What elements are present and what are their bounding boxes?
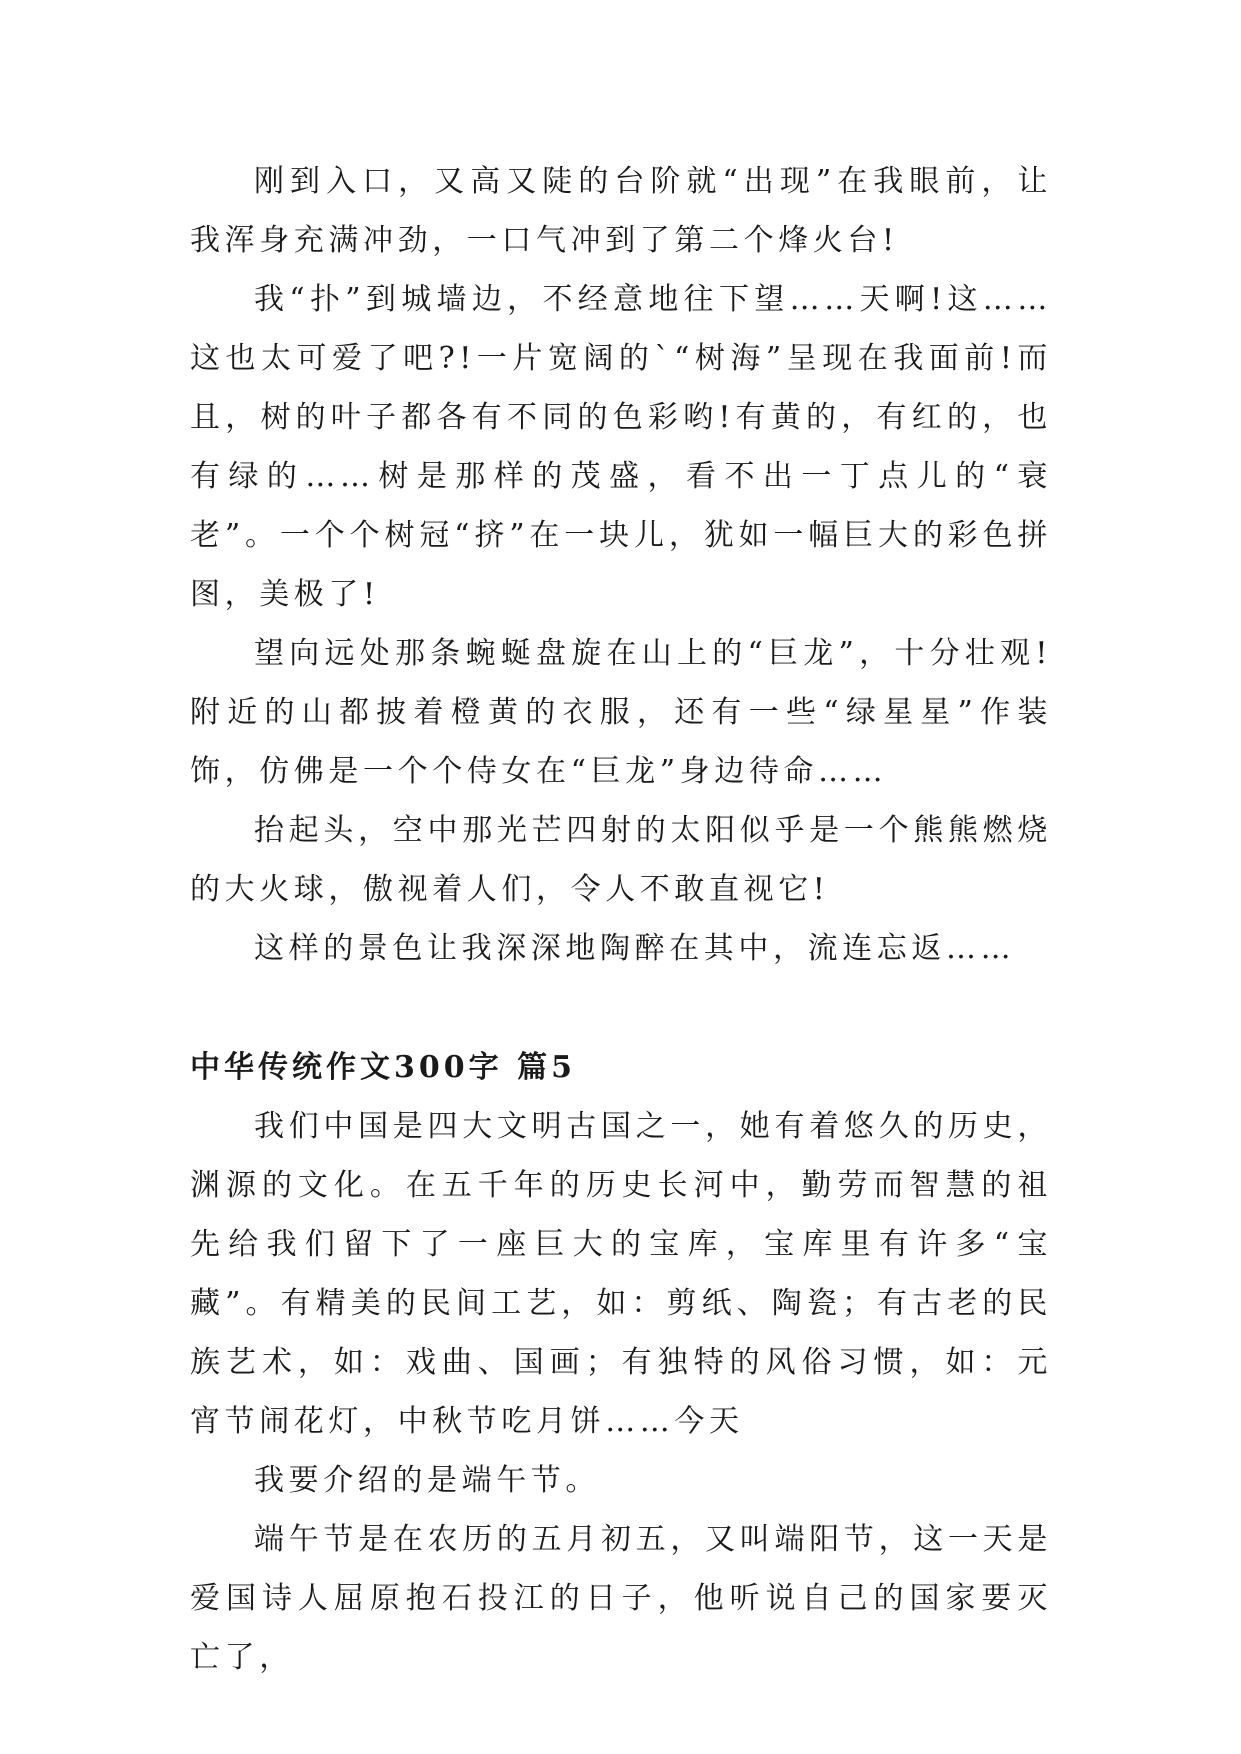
paragraph: 端午节是在农历的五月初五，又叫端阳节，这一天是爱国诗人屈原抱石投江的日子，他听说自己的国家要灭亡了， — [190, 1522, 1052, 1675]
paragraph: 我“扑”到城墙边，不经意地往下望……天啊!这……这也太可爱了吧?!一片宽阔的`“树海”呈现在我面前!而且，树的叶子都各有不同的色彩哟!有黄的，有红的，也有绿的……树是那样的茂盛，看不出一丁点儿的“衰老”。一个个树冠“挤”在一块儿，犹如一幅巨大的彩色拼图，美极了! — [190, 282, 1052, 612]
section-heading: 中华传统作文300字 篇5 — [190, 1050, 576, 1085]
paragraph: 我要介绍的是端午节。 — [254, 1463, 600, 1498]
paragraph: 我们中国是四大文明古国之一，她有着悠久的历史，渊源的文化。在五千年的历史长河中，勤劳而智慧的祖先给我们留下了一座巨大的宝库，宝库里有许多“宝藏”。有精美的民间工艺，如：剪纸、陶瓷；有古老的民族艺术，如：戏曲、国画；有独特的风俗习惯，如：元宵节闹花灯，中秋节吃月饼……今天 — [190, 1109, 1052, 1439]
paragraph: 刚到入口，又高又陡的台阶就“出现”在我眼前，让我浑身充满冲劲，一口气冲到了第二个烽火台! — [190, 164, 1052, 258]
paragraph: 抬起头，空中那光芒四射的太阳似乎是一个熊熊燃烧的大火球，傲视着人们，令人不敢直视它! — [190, 813, 1052, 907]
paragraph: 这样的景色让我深深地陶醉在其中，流连忘返…… — [254, 931, 1016, 966]
paragraph: 望向远处那条蜿蜒盘旋在山上的“巨龙”，十分壮观!附近的山都披着橙黄的衣服，还有一些“绿星星”作装饰，仿佛是一个个侍女在“巨龙”身边待命…… — [190, 636, 1052, 789]
document-page — [190, 152, 1052, 1687]
